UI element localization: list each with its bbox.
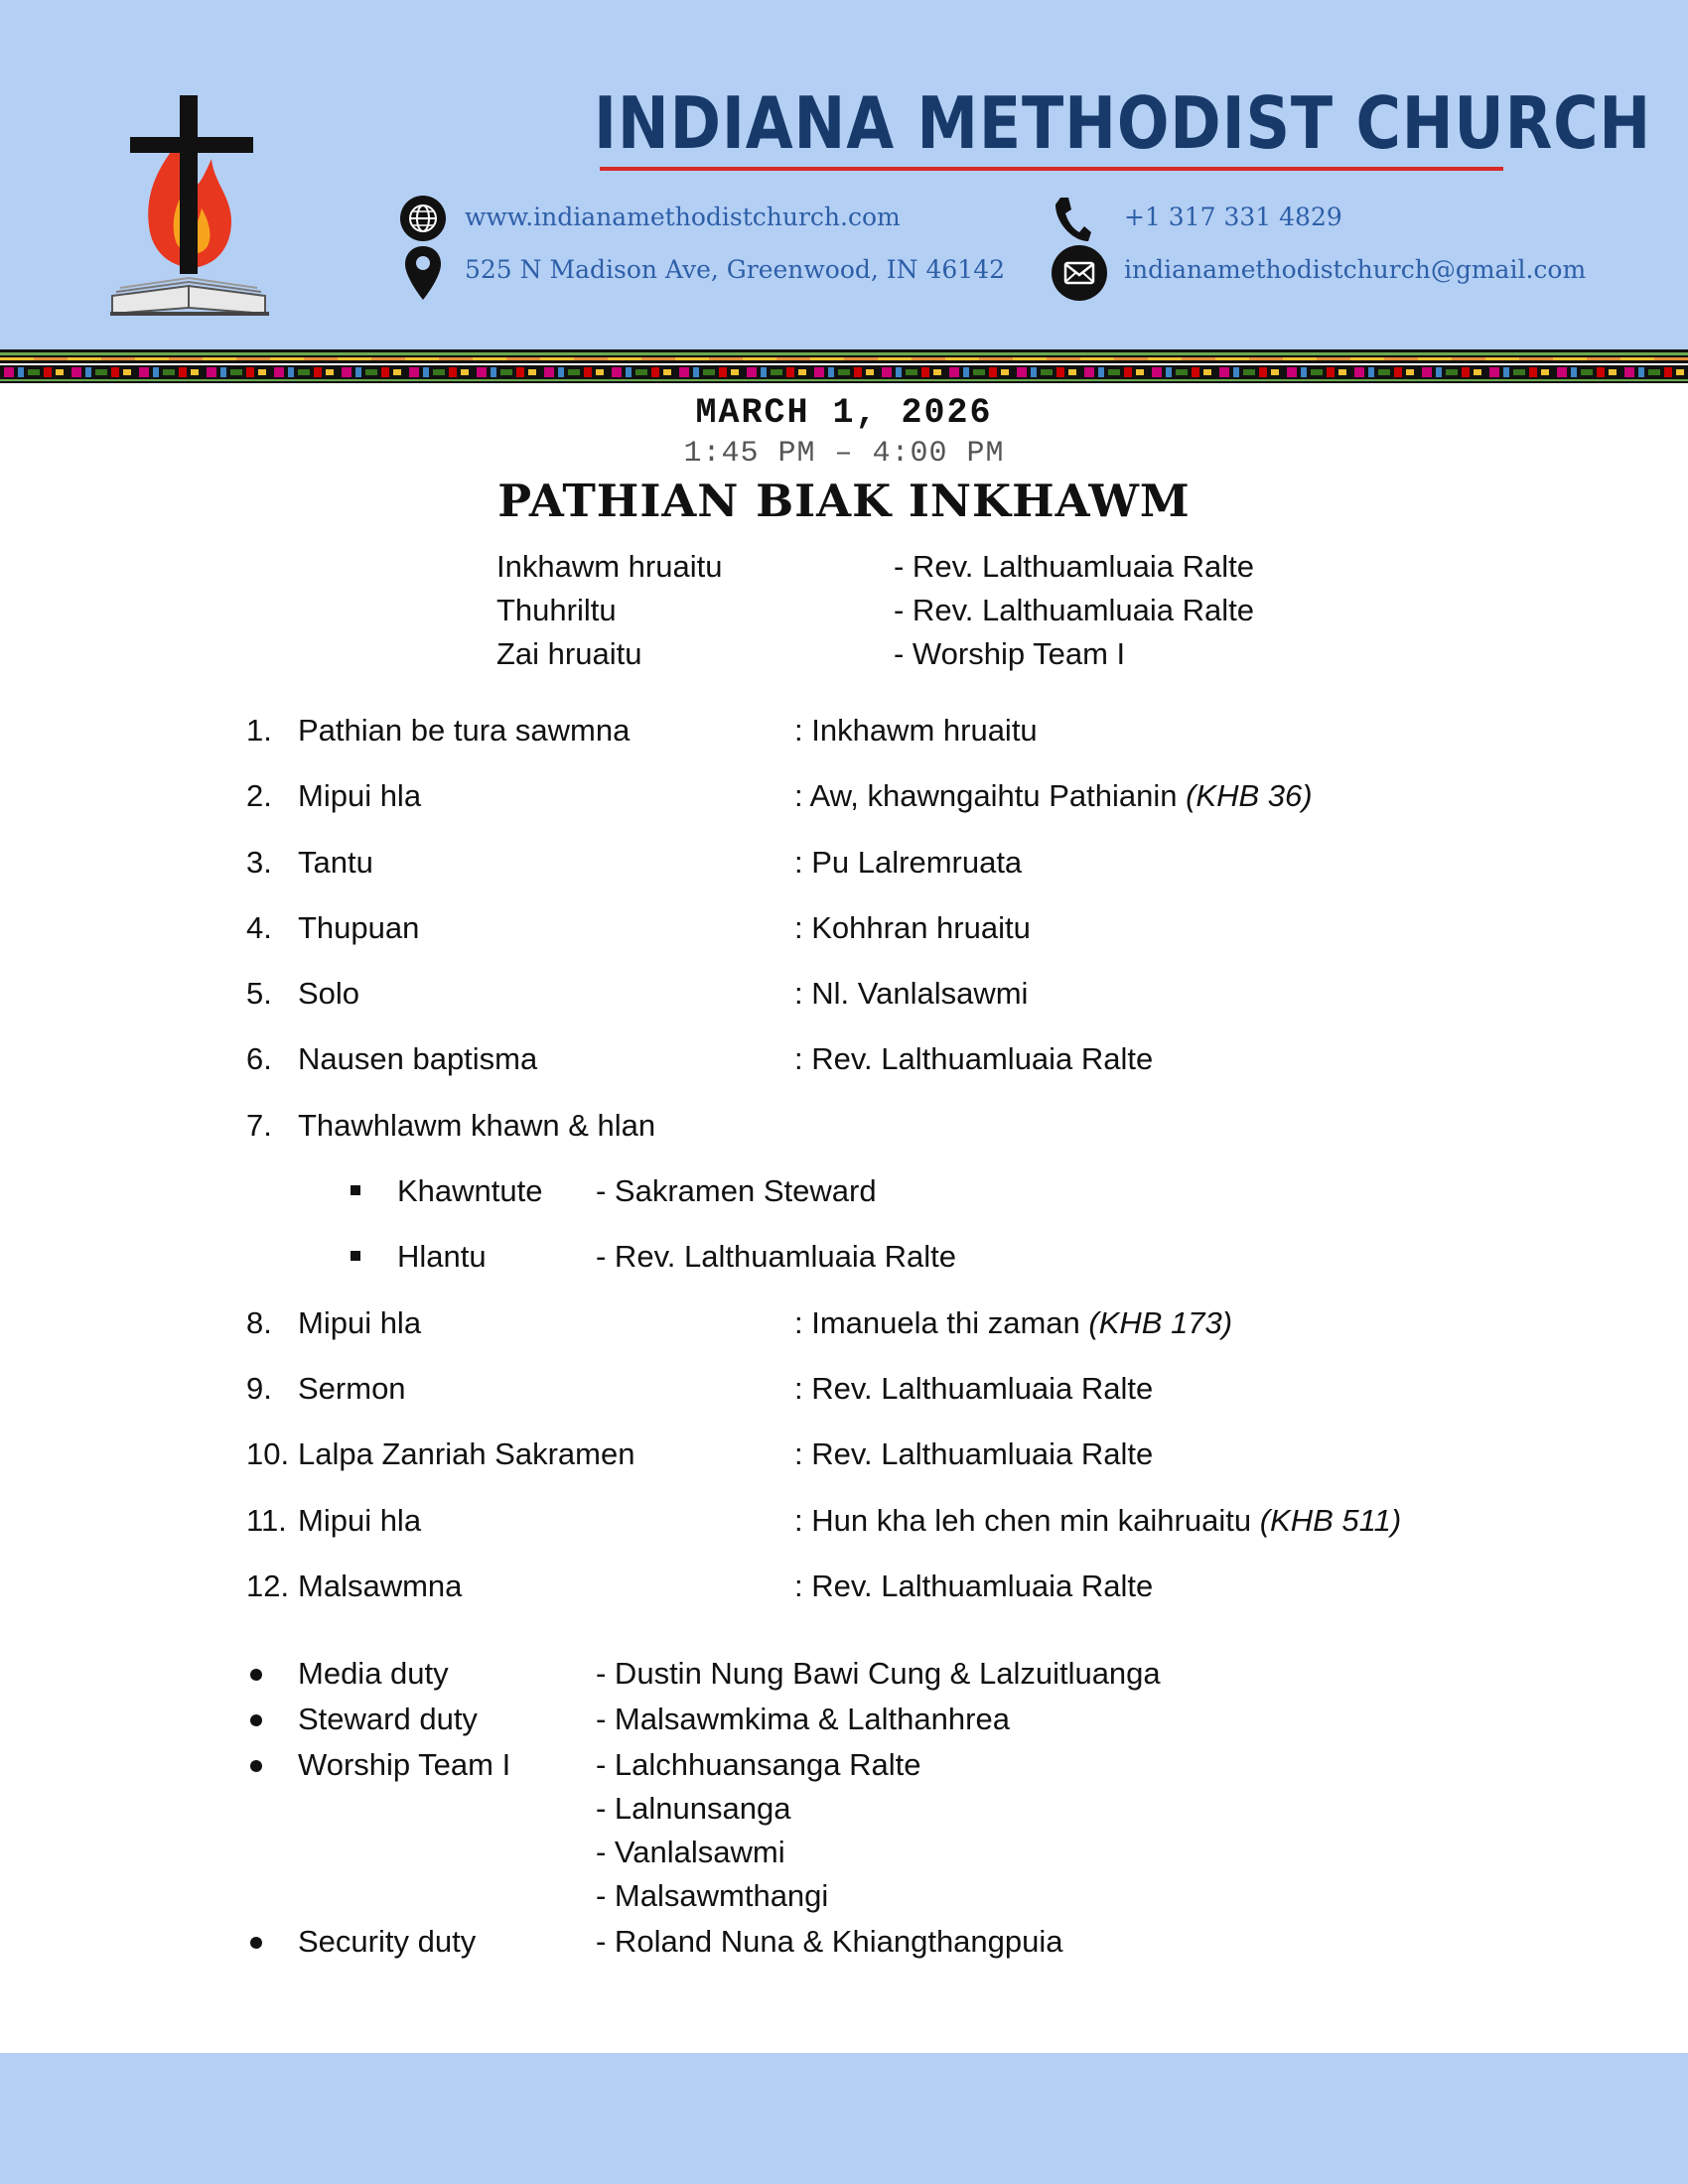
- program-number: 6.: [246, 1041, 272, 1077]
- title-underline: [600, 167, 1503, 171]
- program-number: 7.: [246, 1107, 272, 1143]
- duty-names: [596, 1924, 1063, 1968]
- duty-names: [596, 1702, 1010, 1745]
- program-number: 12.: [246, 1568, 290, 1603]
- globe-icon: [399, 195, 447, 242]
- program-number: 4.: [246, 909, 272, 945]
- program-title: Tantu: [298, 844, 373, 880]
- program-value: : Pu Lalremruata: [794, 844, 1023, 880]
- leader-name: - Worship Team I: [894, 636, 1126, 671]
- church-name: INDIANA METHODIST CHURCH: [594, 81, 1652, 165]
- duty-name: - Roland Nuna & Khiangthangpuia: [596, 1924, 1063, 1959]
- program-value: : Hun kha leh chen min kaihruaitu (KHB 511): [794, 1502, 1402, 1538]
- round-bullet-icon: [250, 1937, 262, 1949]
- envelope-icon: [1051, 244, 1108, 302]
- address-text: 525 N Madison Ave, Greenwood, IN 46142: [465, 255, 1006, 284]
- program-number: 10.: [246, 1436, 290, 1472]
- program-value: : Rev. Lalthuamluaia Ralte: [794, 1041, 1154, 1077]
- offering-value: - Rev. Lalthuamluaia Ralte: [596, 1239, 956, 1275]
- program-title: Thawhlawm khawn & hlan: [298, 1107, 656, 1143]
- duty-name: - Lalchhuansanga Ralte: [596, 1747, 921, 1782]
- decorative-pattern-stripe: [0, 349, 1688, 383]
- duty-label: Steward duty: [298, 1702, 478, 1736]
- program-title: Nausen baptisma: [298, 1041, 538, 1077]
- round-bullet-icon: [250, 1760, 262, 1772]
- phone-icon: [1053, 195, 1092, 244]
- program-number: 3.: [246, 844, 272, 880]
- program-value: : Rev. Lalthuamluaia Ralte: [794, 1370, 1154, 1406]
- program-title: Thupuan: [298, 909, 420, 945]
- offering-label: Hlantu: [397, 1239, 487, 1275]
- duty-names: [596, 1747, 920, 1922]
- square-bullet-icon: [351, 1185, 360, 1195]
- program-number: 9.: [246, 1370, 272, 1406]
- cross-flame-bible-logo: [104, 87, 278, 316]
- leader-name: - Rev. Lalthuamluaia Ralte: [894, 549, 1254, 584]
- leader-role: Inkhawm hruaitu: [496, 549, 723, 584]
- program-title: Mipui hla: [298, 1502, 422, 1538]
- program-value: : Rev. Lalthuamluaia Ralte: [794, 1436, 1154, 1472]
- program-title: Mipui hla: [298, 778, 422, 814]
- service-title: PATHIAN BIAK INKHAWM: [497, 475, 1191, 527]
- duty-label: Security duty: [298, 1924, 477, 1959]
- program-number: 11.: [246, 1502, 287, 1538]
- round-bullet-icon: [250, 1669, 262, 1681]
- website-link[interactable]: www.indianamethodistchurch.com: [465, 203, 901, 231]
- duty-names: [596, 1656, 1161, 1700]
- duty-label: Media duty: [298, 1656, 449, 1691]
- email-link[interactable]: indianamethodistchurch@gmail.com: [1124, 255, 1587, 284]
- service-date: MARCH 1, 2026: [695, 393, 993, 433]
- program-number: 5.: [246, 976, 272, 1012]
- leader-name: - Rev. Lalthuamluaia Ralte: [894, 593, 1254, 627]
- footer-band: [0, 2053, 1688, 2184]
- header-banner: [0, 0, 1688, 349]
- square-bullet-icon: [351, 1251, 360, 1261]
- program-value: : Kohhran hruaitu: [794, 909, 1031, 945]
- duty-name: - Dustin Nung Bawi Cung & Lalzuitluanga: [596, 1656, 1161, 1691]
- program-number: 2.: [246, 778, 272, 814]
- program-title: Malsawmna: [298, 1568, 463, 1603]
- duty-name: - Malsawmthangi: [596, 1878, 829, 1913]
- leader-role: Zai hruaitu: [496, 636, 642, 671]
- program-title: Solo: [298, 976, 360, 1012]
- program-value: : Imanuela thi zaman (KHB 173): [794, 1304, 1233, 1340]
- program-title: Lalpa Zanriah Sakramen: [298, 1436, 635, 1472]
- program-value: : Aw, khawngaihtu Pathianin (KHB 36): [794, 778, 1313, 814]
- duty-name: - Lalnunsanga: [596, 1791, 791, 1826]
- service-time: 1:45 PM – 4:00 PM: [683, 437, 1005, 471]
- program-title: Mipui hla: [298, 1304, 422, 1340]
- program-number: 1.: [246, 713, 272, 748]
- program-title: Pathian be tura sawmna: [298, 713, 631, 748]
- round-bullet-icon: [250, 1714, 262, 1726]
- duty-name: - Malsawmkima & Lalthanhrea: [596, 1702, 1010, 1736]
- program-title: Sermon: [298, 1370, 406, 1406]
- phone-number[interactable]: +1 317 331 4829: [1124, 203, 1342, 231]
- duty-label: Worship Team I: [298, 1747, 511, 1782]
- program-value: : Rev. Lalthuamluaia Ralte: [794, 1568, 1154, 1603]
- duty-name: - Vanlalsawmi: [596, 1835, 785, 1869]
- program-value: : Nl. Vanlalsawmi: [794, 976, 1029, 1012]
- program-value: : Inkhawm hruaitu: [794, 713, 1038, 748]
- program-number: 8.: [246, 1304, 272, 1340]
- offering-value: - Sakramen Steward: [596, 1173, 877, 1209]
- map-pin-icon: [403, 244, 443, 302]
- offering-label: Khawntute: [397, 1173, 543, 1209]
- leader-role: Thuhriltu: [496, 593, 617, 627]
